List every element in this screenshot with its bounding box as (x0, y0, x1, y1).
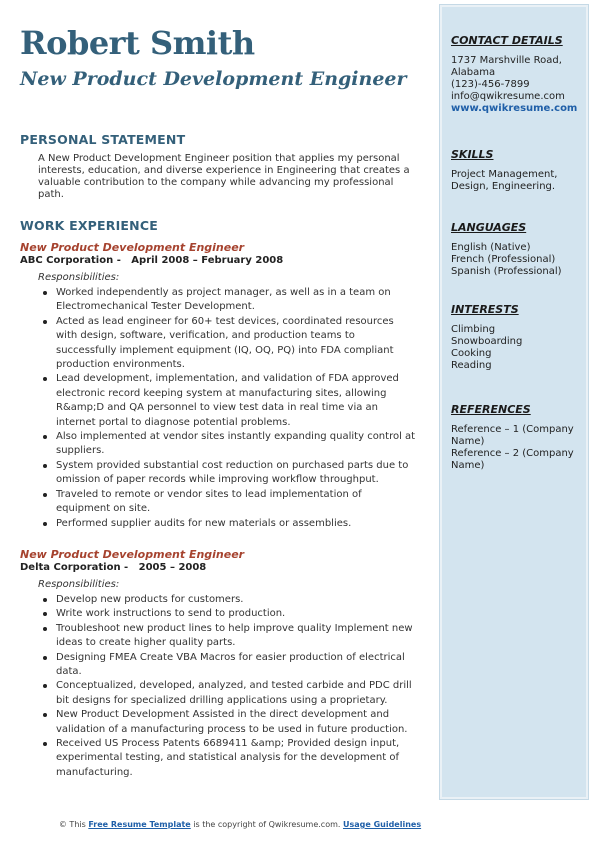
copyright-footer (0, 820, 480, 829)
job-entry (20, 241, 420, 531)
list-item: Performed supplier audits for new materials or assemblies. (56, 517, 418, 531)
skills-heading: SKILLS (451, 148, 494, 161)
language-item: French (Professional) (451, 254, 556, 265)
responsibilities-list (56, 286, 418, 531)
candidate-name: Robert Smith (20, 24, 255, 62)
language-item: Spanish (Professional) (451, 266, 562, 277)
language-item: English (Native) (451, 242, 531, 253)
list-item: New Product Development Assisted in the direct development and validation of a manufacturing process to be used in future production. (56, 708, 418, 737)
list-item: Designing FMEA Create VBA Macros for easier production of electrical data. (56, 651, 418, 680)
job-entry (20, 548, 420, 780)
list-item: Conceptualized, developed, analyzed, and tested carbide and PDC drill bit designs for specialized drilling applications using a proprietary. (56, 679, 418, 708)
skills-text: Project Management, Design, Engineering. (451, 169, 558, 192)
list-item: Also implemented at vendor sites instantly expanding quality control at suppliers. (56, 430, 418, 459)
free-resume-template-link[interactable]: Free Resume Template (88, 820, 191, 829)
job-title: New Product Development Engineer (20, 548, 245, 561)
interest-item: Reading (451, 360, 492, 371)
personal-statement-text: A New Product Development Engineer position that applies my personal interests, education, and diverse experience in Engineering that creates a valuable contribution to the company while advancing my professional path. (38, 153, 410, 200)
contact-email[interactable]: info@qwikresume.com (451, 91, 565, 102)
languages-heading: LANGUAGES (451, 221, 527, 234)
list-item: Develop new products for customers. (56, 593, 418, 607)
list-item: Worked independently as project manager, as well as in a team on Electromechanical Tester Development. (56, 286, 418, 315)
contact-website-link[interactable]: www.qwikresume.com (451, 103, 578, 114)
interest-item: Climbing (451, 324, 496, 335)
interests-heading: INTERESTS (451, 303, 519, 316)
job-company-dates: Delta Corporation - 2005 – 2008 (20, 562, 207, 573)
job-company-dates: ABC Corporation - April 2008 – February 2008 (20, 255, 284, 266)
footer-prefix: © This (58, 820, 89, 829)
responsibilities-label: Responsibilities: (38, 579, 120, 590)
interest-item: Snowboarding (451, 336, 523, 347)
interest-item: Cooking (451, 348, 492, 359)
list-item: Troubleshoot new product lines to help improve quality Implement new ideas to create higher quality parts. (56, 622, 418, 651)
contact-address: 1737 Marshville Road, Alabama (451, 55, 562, 78)
usage-guidelines-link[interactable]: Usage Guidelines (342, 820, 422, 829)
list-item: Lead development, implementation, and validation of FDA approved electronic record keeping system at manufacturing sites, allowing R&amp;D and QA personnel to view test data in real time via an internet portal to diagnose potential problems. (56, 372, 418, 430)
sidebar (440, 5, 588, 799)
list-item: Received US Process Patents 6689411 &amp; Provided design input, experimental testing, and statistical analysis for the development of manufacturing. (56, 737, 418, 780)
job-title: New Product Development Engineer (20, 241, 245, 254)
contact-details-heading: CONTACT DETAILS (451, 34, 563, 47)
list-item: Acted as lead engineer for 60+ test devices, coordinated resources with design, software, verification, and production teams to successfully implement equipment (IQ, OQ, PQ) into FDA compliant production environments. (56, 315, 418, 373)
reference-item: Reference – 1 (Company Name) (451, 424, 574, 447)
list-item: Traveled to remote or vendor sites to lead implementation of equipment on site. (56, 488, 418, 517)
work-experience-heading: WORK EXPERIENCE (20, 218, 158, 233)
contact-phone: (123)-456-7899 (451, 79, 530, 90)
references-heading: REFERENCES (451, 403, 531, 416)
footer-middle: is the copyright of Qwikresume.com. (190, 820, 343, 829)
list-item: Write work instructions to send to production. (56, 607, 418, 621)
reference-item: Reference – 2 (Company Name) (451, 448, 574, 471)
responsibilities-list (56, 593, 418, 780)
responsibilities-label: Responsibilities: (38, 272, 120, 283)
candidate-title: New Product Development Engineer (20, 68, 407, 90)
list-item: System provided substantial cost reduction on purchased parts due to omission of paper records while improving workflow throughput. (56, 459, 418, 488)
personal-statement-heading: PERSONAL STATEMENT (20, 132, 186, 147)
